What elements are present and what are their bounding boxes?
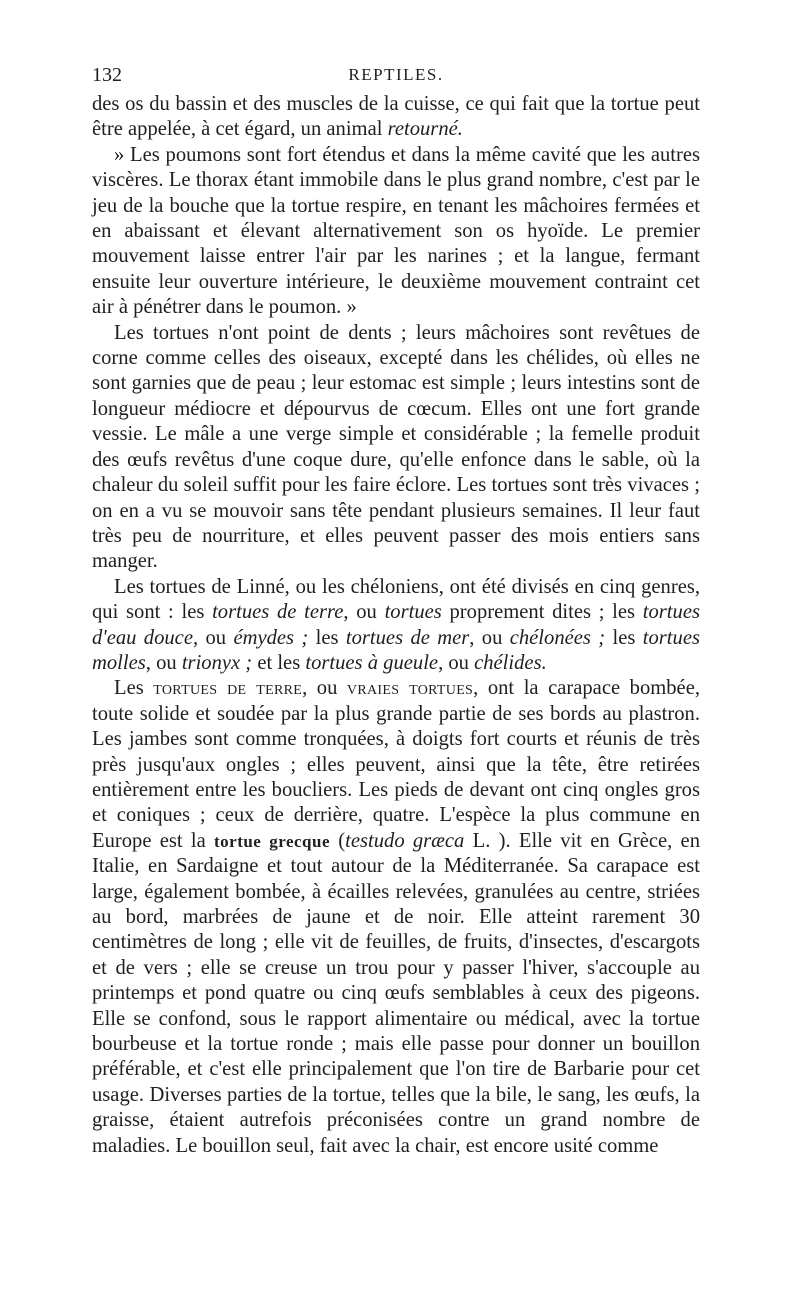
text-run: , ont la carapace bombée, toute solide et soudée par la plus grande partie de ses bords au plastron. Les jambes sont comme tronquées, à doigts fort courts et réunis de très près jusqu'aux ongles ; elles peuvent, ainsi que la tête, être retirées entièrement entre les boucliers. Les pieds de devant ont cinq ongles gros et coniques ; ceux de derrière, quatre. L'espèce la plus commune en Europe est la <box>92 677 700 852</box>
running-head <box>92 58 700 92</box>
italic-term: retourné. <box>387 118 463 141</box>
italic-term: émydes ; <box>233 626 309 649</box>
text-run: Les tortues de Linné, ou les chéloniens, ont été divisés en cinq genres, qui sont : les <box>92 575 700 624</box>
text-run: ( <box>330 829 346 852</box>
italic-term: testudo græca <box>345 829 465 852</box>
text-run: » Les poumons sont fort étendus et dans la même cavité que les autres viscères. Le thorax étant immobile dans le plus grand nombre, c'est par le jeu de la bouche que la tortue respire, en tenant les mâchoires fermées et en abaissant et élevant alternativement son os hyoïde. Le premier mouvement laisse entrer l'air par les narines ; et la langue, fermant ensuite leur ouverture intérieure, le deuxième mouvement contraint cet air à pénétrer dans le poumon. » <box>92 143 700 319</box>
text-run: L. ). Elle vit en Grèce, en Italie, en Sardaigne et tout autour de la Méditerranée. Sa carapace est large, également bombée, à écailles relevées, granulées au centre, striées au bord, marbrées de jaune et de noir. Elle atteint rarement 30 centimètres de long ; elle vit de feuilles, de fruits, d'insectes, d'escargots et de vers ; elle se creuse un trou pour y passer l'hiver, s'accouple au printemps et pond quatre ou cinq œufs semblables à ceux des pigeons. Elle se confond, sous le rapport alimentaire ou médical, avec la tortue bourbeuse et la tortue ronde ; mais elle passe pour donner un bouillon préférable, et c'est elle principalement que l'on tire de Barbarie pour cet usage. Diverses parties de la tortue, telles que la bile, le sang, les œufs, la graisse, étaient autrefois préconisées contre un grand nombre de maladies. Le bouillon seul, fait avec la chair, est encore usité comme <box>92 829 700 1157</box>
italic-term: tortues à gueule <box>305 651 439 674</box>
italic-term: tortues <box>384 601 442 624</box>
italic-term: trionyx ; <box>181 651 253 674</box>
italic-term: chélides. <box>474 651 547 674</box>
text-run: , ou <box>343 601 385 624</box>
species-name: tortue grecque <box>213 831 330 851</box>
text-run: , ou <box>192 626 234 649</box>
text-run: , ou <box>469 626 510 649</box>
text-run: , ou <box>145 651 182 674</box>
running-title: REPTILES. <box>348 65 444 84</box>
italic-term: tortues molles <box>92 626 700 674</box>
text-run: et les <box>252 651 306 674</box>
text-run: les <box>308 626 346 649</box>
paragraph-2 <box>92 143 700 321</box>
page-number: 132 <box>92 64 122 86</box>
smallcaps-heading: vraies tortues <box>346 677 474 700</box>
text-run: proprement dites ; les <box>441 601 643 624</box>
italic-term: tortues d'eau douce <box>92 601 700 649</box>
paragraph-4 <box>92 575 700 677</box>
smallcaps-heading: tortues de terre <box>153 677 303 700</box>
text-run: , ou <box>302 677 347 700</box>
text-run: les <box>605 626 643 649</box>
paragraph-3 <box>92 321 700 575</box>
book-page <box>92 58 700 1159</box>
paragraph-5 <box>92 676 700 1159</box>
paragraph-1 <box>92 92 700 143</box>
text-run: , ou <box>438 651 475 674</box>
body-text <box>92 92 700 1159</box>
italic-term: chélonées ; <box>509 626 606 649</box>
text-run: Les tortues n'ont point de dents ; leurs mâchoires sont revêtues de corne comme celles des oiseaux, excepté dans les chélides, où elles ne sont garnies que de peau ; leur estomac est simple ; leurs intestins sont de longueur médiocre et dépourvus de cœcum. Elles ont une fort grande vessie. Le mâle a une verge simple et considérable ; la femelle produit des œufs revêtus d'une coque dure, qu'elle enfonce dans le sable, où la chaleur du soleil suffit pour les faire éclore. Les tortues sont très vivaces ; on en a vu se mouvoir sans tête pendant plusieurs semaines. Il leur faut très peu de nourriture, et elles peuvent passer des mois entiers sans manger. <box>92 321 700 573</box>
italic-term: tortues de mer <box>345 626 470 649</box>
text-run: des os du bassin et des muscles de la cuisse, ce qui fait que la tortue peut être appelée, à cet égard, un animal <box>92 93 700 141</box>
italic-term: tortues de terre <box>212 601 344 624</box>
text-run: Les <box>114 677 154 700</box>
